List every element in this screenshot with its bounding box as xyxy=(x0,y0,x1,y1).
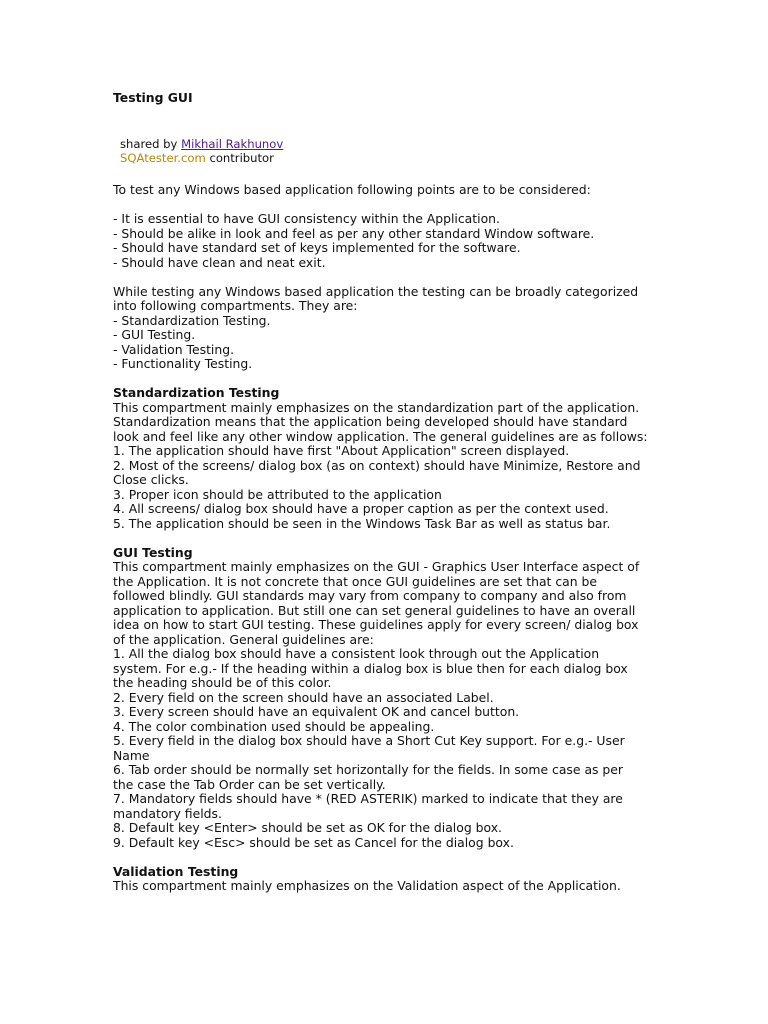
text-line: 5. The application should be seen in the Windows Task Bar as well as status bar. xyxy=(113,515,611,531)
text-line: 7. Mandatory fields should have * (RED ASTERIK) marked to indicate that they are xyxy=(113,791,623,806)
text-line: look and feel like any other window application. The general guidelines are as follows: xyxy=(113,428,648,444)
text-line: Close clicks. xyxy=(113,472,189,487)
text-line: - Should be alike in look and feel as per any other standard Window software. xyxy=(113,225,595,241)
text-line: 8. Default key <Enter> should be set as OK for the dialog box. xyxy=(113,820,502,835)
text-line: Standardization means that the application being developed should have standard xyxy=(113,414,628,429)
text-line: 9. Default key <Esc> should be set as Cancel for the dialog box. xyxy=(113,834,514,850)
text-line: 1. The application should have first "About Application" screen displayed. xyxy=(113,443,570,458)
text-line: the heading should be of this color. xyxy=(113,675,332,690)
paragraph-gap xyxy=(113,198,673,213)
text-line: 1. All the dialog box should have a consistent look through out the Application xyxy=(113,646,600,661)
text-line: application to application. But still one can set general guidelines to have an overall xyxy=(113,602,636,618)
text-line: This compartment mainly emphasizes on the Validation aspect of the Application. xyxy=(113,878,621,893)
text-line: - It is essential to have GUI consistency within the Application. xyxy=(113,211,500,226)
byline-author-line xyxy=(120,138,283,152)
text-line: - Functionality Testing. xyxy=(113,356,253,371)
paragraph-gap xyxy=(113,850,673,865)
text-line: - Validation Testing. xyxy=(113,341,235,357)
text-line: 3. Every screen should have an equivalent OK and cancel button. xyxy=(113,704,520,719)
paragraph-gap xyxy=(113,270,673,285)
author-link[interactable]: Mikhail Rakhunov xyxy=(181,137,284,151)
site-name: SQAtester.com xyxy=(120,150,206,165)
document-body xyxy=(113,183,673,894)
text-line: To test any Windows based application following points are to be considered: xyxy=(113,182,591,197)
text-line: This compartment mainly emphasizes on the GUI - Graphics User Interface aspect of xyxy=(113,559,640,574)
paragraph-gap xyxy=(113,531,673,546)
text-line: - GUI Testing. xyxy=(113,327,196,342)
section-heading: Validation Testing xyxy=(113,863,239,879)
text-line: This compartment mainly emphasizes on the standardization part of the application. xyxy=(113,399,640,415)
byline-suffix: contributor xyxy=(205,150,274,165)
text-line: 3. Proper icon should be attributed to the application xyxy=(113,486,442,502)
text-line: idea on how to start GUI testing. These guidelines apply for every screen/ dialog box xyxy=(113,617,639,632)
section-heading: Standardization Testing xyxy=(113,385,280,400)
byline-site-line xyxy=(120,152,283,166)
text-line: the Application. It is not concrete that once GUI guidelines are set that can be xyxy=(113,573,598,589)
text-line: - Should have standard set of keys implemented for the software. xyxy=(113,240,521,255)
text-line: 6. Tab order should be normally set horizontally for the fields. In some case as per xyxy=(113,762,624,777)
section-heading: GUI Testing xyxy=(113,544,193,560)
text-line: - Standardization Testing. xyxy=(113,312,271,328)
text-line: 2. Every field on the screen should have an associated Label. xyxy=(113,689,494,705)
byline-prefix: shared by xyxy=(120,137,182,151)
text-line: Name xyxy=(113,747,150,763)
text-line: of the application. General guidelines are: xyxy=(113,631,374,647)
byline xyxy=(120,138,283,165)
text-line: 4. All screens/ dialog box should have a proper caption as per the context used. xyxy=(113,501,609,516)
page-title: Testing GUI xyxy=(113,90,193,105)
text-line: - Should have clean and neat exit. xyxy=(113,254,326,270)
text-line: While testing any Windows based application the testing can be broadly categorized xyxy=(113,283,639,299)
text-line: the case the Tab Order can be set vertically. xyxy=(113,776,386,792)
text-line: followed blindly. GUI standards may vary from company to company and also from xyxy=(113,588,627,603)
text-line: 5. Every field in the dialog box should have a Short Cut Key support. For e.g.- User xyxy=(113,733,625,748)
text-line: mandatory fields. xyxy=(113,805,222,821)
text-line: system. For e.g.- If the heading within a dialog box is blue then for each dialog box xyxy=(113,660,628,676)
text-line: into following compartments. They are: xyxy=(113,298,358,313)
text-line: 2. Most of the screens/ dialog box (as on context) should have Minimize, Restore and xyxy=(113,457,641,473)
paragraph-gap xyxy=(113,372,673,387)
text-line: 4. The color combination used should be appealing. xyxy=(113,718,435,734)
